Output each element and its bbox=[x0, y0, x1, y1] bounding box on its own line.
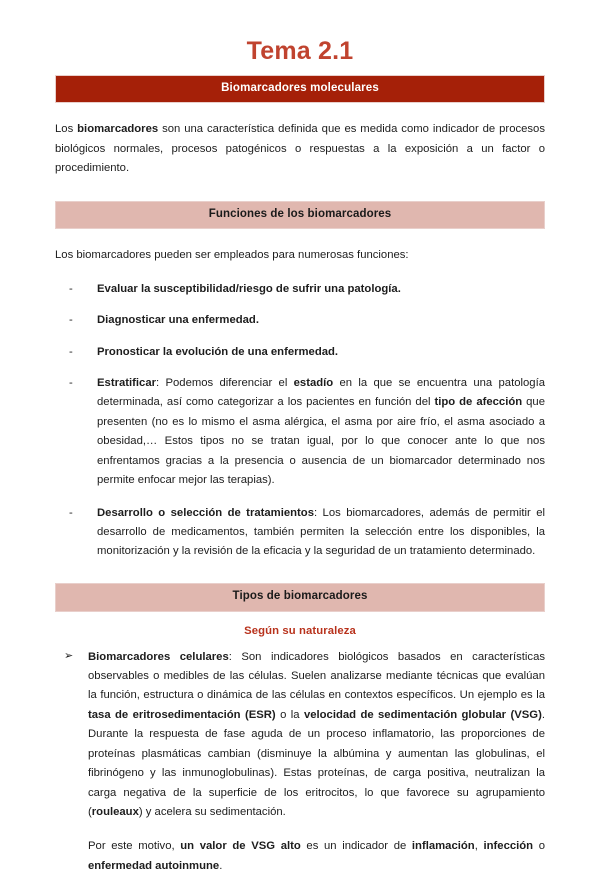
list-item bbox=[55, 311, 545, 330]
intro-text-a: Los bbox=[55, 123, 78, 136]
dash-bullet-icon: - bbox=[69, 314, 73, 327]
dash-bullet-icon: - bbox=[69, 377, 73, 390]
subheading-segun-naturaleza: Según su naturaleza bbox=[244, 624, 356, 637]
spacer bbox=[0, 562, 600, 583]
conclusion-text-3: , bbox=[474, 840, 484, 853]
list-item bbox=[55, 504, 545, 562]
list-item bbox=[55, 343, 545, 362]
spacer bbox=[0, 179, 600, 201]
list-item-emphasis-rouleaux: rouleaux bbox=[91, 806, 139, 819]
list-item-label: Desarrollo o selección de tratamientos bbox=[97, 506, 314, 519]
list-item-emphasis-2: tipo de afección bbox=[434, 396, 523, 409]
list-item-text-3: . Durante la respuesta de fase aguda de un proceso inflamatorio, las proporciones de proteínas plasmáticas cambian (disminuye la albúmina y aumentan las globulinas, el fibrinógeno y las inmunoglobulinas). Estas proteínas, de carga positiva, neutralizan la carga negativa de la superficie de los eritrocitos, lo que favorece su agrupamiento ( bbox=[88, 708, 545, 819]
spacer bbox=[0, 266, 600, 280]
conclusion-text-2: es un indicador de bbox=[300, 840, 412, 853]
list-item-text-4: ) y acelera su sedimentación. bbox=[138, 806, 286, 819]
intro-text-b: son una característica definida que es medida como indicador de procesos biológicos normales, procesos patogénicos o respuestas a la exposición a un factor o procedimiento. bbox=[55, 123, 545, 175]
list-item-label: Pronosticar la evolución de una enfermedad. bbox=[97, 345, 339, 358]
list-item-text-3: que presenten (no es lo mismo el asma alérgica, el asma por aire frío, el asma asociado a obesidad,… Estos tipos no se tratan igual, por lo que conocer ante lo que nos enfrentamos gracias a la presencia o ausencia de un biomarcador determinado nos permite enfocar mejor las terapias). bbox=[97, 396, 545, 487]
spacer bbox=[0, 229, 600, 246]
list-item-emphasis-vsg: velocidad de sedimentación globular (VSG) bbox=[303, 708, 542, 721]
conclusion-emphasis-inflamacion: inflamación bbox=[411, 840, 475, 853]
spacer bbox=[0, 822, 600, 837]
funciones-list bbox=[55, 280, 545, 562]
conclusion-emphasis-vsg: un valor de VSG alto bbox=[180, 840, 301, 853]
banner-tipos-biomarcadores: Tipos de biomarcadores bbox=[55, 583, 545, 612]
conclusion-paragraph bbox=[55, 837, 545, 876]
list-item-emphasis-esr: tasa de eritrosedimentación (ESR) bbox=[88, 708, 276, 721]
conclusion-text-1: Por este motivo, bbox=[88, 840, 181, 853]
list-item-label: Evaluar la susceptibilidad/riesgo de sufrir una patología. bbox=[97, 282, 401, 295]
list-item bbox=[55, 280, 545, 299]
list-item-text-1: : Podemos diferenciar el bbox=[156, 377, 294, 390]
banner-funciones-biomarcadores: Funciones de los biomarcadores bbox=[55, 201, 545, 230]
list-item bbox=[55, 374, 545, 491]
list-item-label: Estratificar bbox=[97, 377, 157, 390]
list-item-text-2: o la bbox=[275, 708, 304, 721]
arrow-bullet-icon: ➢ bbox=[64, 649, 74, 662]
list-item-text-1: : Los biomarcadores, además de permitir el desarrollo de medicamentos, también permiten la selección entre los disponibles, la monitorización y la revisión de la eficacia y la seguridad de un tratamiento determinado. bbox=[97, 506, 545, 558]
list-item-label: Diagnosticar una enfermedad. bbox=[97, 314, 259, 327]
list-item-text-1: : Son indicadores biológicos basados en características observables o medibles de las células. Suelen analizarse mediante técnicas que evalúan la función, estructura o dinámica de las células en contextos específicos. Un ejemplo es la bbox=[88, 650, 545, 702]
list-item-label: Biomarcadores celulares bbox=[88, 650, 229, 663]
intro-term-biomarcadores: biomarcadores bbox=[77, 123, 159, 136]
dash-bullet-icon: - bbox=[69, 506, 73, 519]
tipos-list bbox=[55, 648, 545, 823]
conclusion-text-5: . bbox=[219, 859, 223, 872]
list-item-emphasis-1: estadío bbox=[293, 377, 334, 390]
page-title: Tema 2.1 bbox=[246, 37, 354, 65]
conclusion-emphasis-autoinmune: enfermedad autoinmune bbox=[88, 859, 220, 872]
conclusion-text-4: o bbox=[533, 840, 546, 853]
dash-bullet-icon: - bbox=[69, 282, 73, 295]
spacer bbox=[0, 103, 600, 120]
conclusion-emphasis-infeccion: infección bbox=[483, 840, 534, 853]
list-item bbox=[55, 648, 545, 823]
dash-bullet-icon: - bbox=[69, 345, 73, 358]
banner-biomarcadores-moleculares: Biomarcadores moleculares bbox=[55, 75, 545, 104]
list-item-text-2: en la que se encuentra una patología determinada, así como categorizar a los pacientes en función del bbox=[97, 377, 545, 409]
funciones-lead-text: Los biomarcadores pueden ser empleados para numerosas funciones: bbox=[55, 249, 409, 262]
intro-paragraph bbox=[55, 120, 545, 178]
